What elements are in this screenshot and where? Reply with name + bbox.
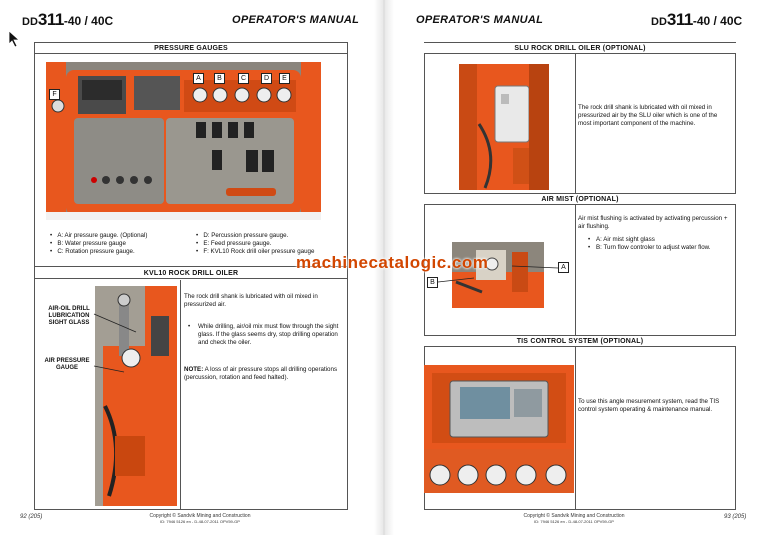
note-text: A loss of air pressure stops all drilling operations (percussion, rotation and feed halted). — [184, 366, 338, 381]
slu-text: The rock drill shank is lubricated with oil mixed in pressurized air by the SLU oiler which is one of the most important component of the machine. — [578, 104, 718, 127]
column-divider — [575, 54, 576, 510]
list-item: • A: Air mist sight glass — [588, 236, 655, 243]
air-mist-text: Air mist flushing is activated by activating percussion + air flushing. — [578, 215, 728, 230]
slu-oiler-illustration — [459, 64, 549, 190]
gauge-list-left — [50, 232, 147, 256]
model-header-right: DD311-40 / 40C — [651, 10, 743, 29]
label-leader-lines — [90, 300, 140, 380]
mouse-cursor-icon — [8, 30, 22, 48]
air-pressure-gauge-label: AIR PRESSURE GAUGE — [44, 358, 90, 371]
list-item: • F: KVL10 Rock drill oiler pressure gauge — [196, 248, 315, 255]
callout-b: B — [214, 73, 225, 84]
tis-text: To use this angle mesurement system, read the TIS control system operating & maintenance manual. — [578, 398, 720, 413]
list-item: • D: Percussion pressure gauge. — [196, 232, 289, 239]
page-number-left: 92 (205) — [20, 514, 43, 520]
air-mist-title: AIR MIST (OPTIONAL) — [424, 194, 736, 205]
list-item: • A: Air pressure gauge. (Optional) — [50, 232, 148, 239]
column-divider — [180, 280, 181, 510]
kvl10-bullet: • While drilling, air/oil mix must flow through the sight glass. If the glass seems dry, stop drilling operation and check the oiler. — [188, 323, 339, 346]
callout-e: E — [279, 73, 290, 84]
kvl10-note — [184, 366, 344, 382]
list-item: • E: Feed pressure gauge. — [196, 240, 272, 247]
list-item: • B: Water pressure gauge — [50, 240, 126, 247]
kvl10-intro-text: The rock drill shank is lubricated with oil mixed in pressurized air. — [184, 293, 318, 308]
manual-title-right: OPERATOR'S MANUAL — [416, 14, 544, 26]
callout-f: F — [49, 89, 60, 100]
pressure-gauges-title: PRESSURE GAUGES — [34, 43, 348, 54]
manual-title-left: OPERATOR'S MANUAL — [232, 14, 360, 26]
slu-title: SLU ROCK DRILL OILER (OPTIONAL) — [424, 43, 736, 54]
slu-photo — [459, 64, 549, 190]
oiler-sight-glass-label: AIR-OIL DRILL LUBRICATION SIGHT GLASS — [48, 306, 90, 326]
kvl10-title: KVL10 ROCK DRILL OILER — [34, 268, 348, 279]
footer-right: Copyright © Sandvik Mining and Construction ID: 7946 5126 en - D-48-07-2011 OPV59-GP — [523, 513, 625, 524]
air-mist-list — [588, 236, 732, 252]
tis-title: TIS CONTROL SYSTEM (OPTIONAL) — [424, 336, 736, 347]
model-header-left: DD311-40 / 40C — [22, 10, 114, 29]
tis-photo — [424, 365, 574, 493]
watermark-text: machinecatalogic.com — [296, 253, 489, 272]
callout-d: D — [261, 73, 272, 84]
callout-a: A — [193, 73, 204, 84]
list-item: • C: Rotation pressure gauge. — [50, 248, 135, 255]
tis-panel-illustration — [424, 365, 574, 493]
pressure-gauges-photo — [46, 62, 321, 220]
note-label: NOTE: — [184, 366, 204, 373]
footer-left: Copyright © Sandvik Mining and Construction ID: 7946 5126 en - D-48-07-2011 OPV59-GP — [149, 513, 251, 524]
control-panel-illustration — [46, 62, 321, 220]
callout-air-mist-b: B — [427, 277, 438, 288]
list-item: • B: Turn flow controler to adjust water flow. — [588, 244, 711, 251]
page-number-right: 93 (205) — [724, 514, 747, 520]
callout-air-mist-a: A — [558, 262, 569, 273]
callout-c: C — [238, 73, 249, 84]
